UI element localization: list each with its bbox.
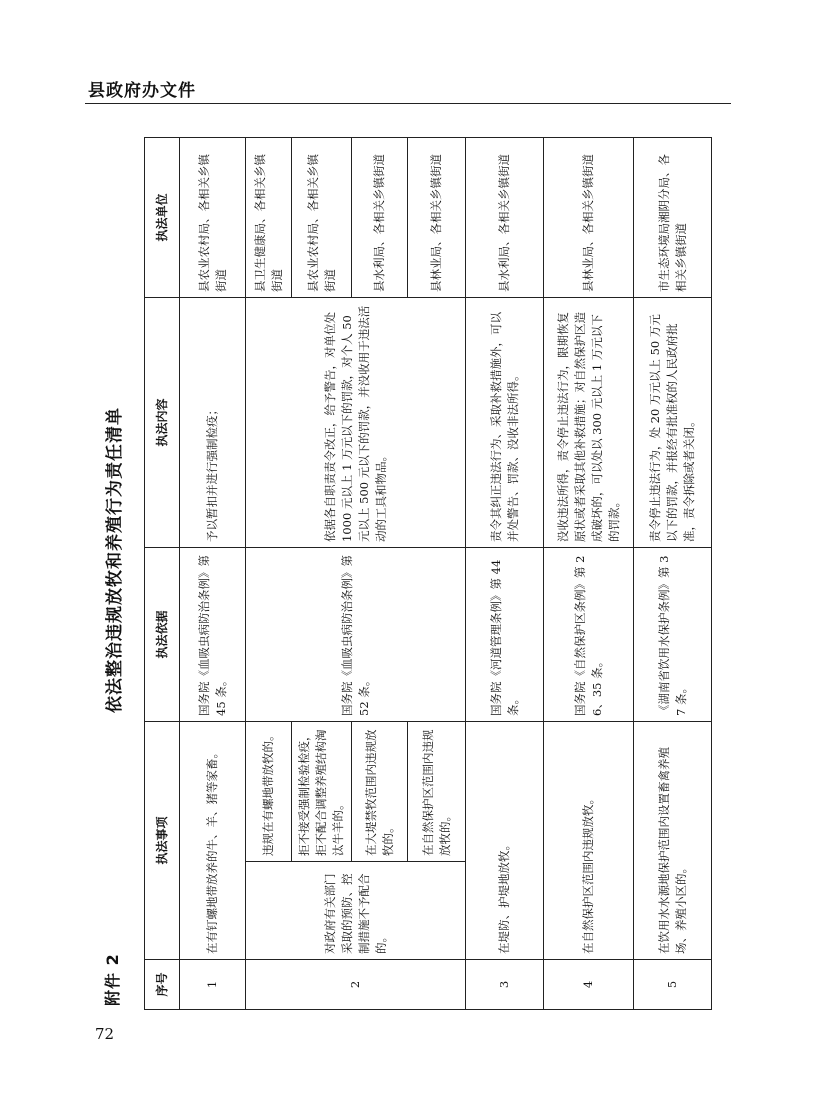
- enforcement-basis: 《湖南省饮用水保护条例》第 37 条。: [634, 547, 712, 721]
- table-row: [544, 137, 634, 1009]
- enforcement-unit: 县水利局、各相关乡镇街道: [466, 137, 544, 297]
- rotated-page-content: [98, 110, 738, 1010]
- enforcement-basis: 国务院《河道管理条例》第 44 条。: [466, 547, 544, 721]
- table-row: [180, 137, 246, 1009]
- enforcement-subitem: 在自然保护区范围内违规放牧的。: [408, 721, 466, 861]
- column-header-content: 执法内容: [145, 297, 180, 547]
- row-number: 3: [466, 960, 544, 1010]
- row-number: 5: [634, 960, 712, 1010]
- table-header-row: [145, 137, 180, 1009]
- enforcement-content: 予以暂扣并进行强制检疫；: [180, 297, 246, 547]
- enforcement-content: 责令停止违法行为，处 20 万元以上 50 万元以下的罚款，并报经有批准权的人民政府批准，责令拆除或者关闭。: [634, 297, 712, 547]
- table-row: [466, 137, 544, 1009]
- enforcement-unit: 市生态环境局湘阴分局、各相关乡镇街道: [634, 137, 712, 297]
- attachment-label: 附件 2: [103, 953, 122, 1006]
- enforcement-unit: 县林业局、各相关乡镇街道: [408, 137, 466, 297]
- table-row: [246, 137, 292, 1009]
- enforcement-unit: 县卫生健康局、各相关乡镇街道: [246, 137, 292, 297]
- enforcement-item: 在饮用水水源地保护范围内设置畜禽养殖场、养殖小区的。: [634, 721, 712, 959]
- page-number: 72: [95, 1025, 115, 1043]
- header-rule: [85, 103, 731, 104]
- enforcement-basis: 国务院《自然保护区条例》第 26、35 条。: [544, 547, 634, 721]
- enforcement-unit: 县水利局、各相关乡镇街道: [352, 137, 408, 297]
- enforcement-content: 没收违法所得，责令停止违法行为，限期恢复原状或者采取其他补救措施；对自然保护区造成破坏的，可以处以 300 元以上 1 万元以下的罚款。: [544, 297, 634, 547]
- enforcement-content: 依据各自职责责令改正，给予警告，对单位处 1000 元以上 1 万元以下的罚款，对个人 50 元以上 500 元以下的罚款，并没收用于违法活动的工具和物品。: [246, 297, 466, 547]
- enforcement-subitem: 违规在有螺地带放牧的。: [246, 721, 292, 861]
- responsibility-table: [144, 137, 712, 1010]
- enforcement-item: 在有钉螺地带放养的牛、羊、猪等家畜。: [180, 721, 246, 959]
- enforcement-item: 在堤防、护堤地放牧。: [466, 721, 544, 959]
- document-title: 依法整治违规放牧和养殖行为责任清单: [105, 407, 125, 713]
- enforcement-subitem: 拒不接受强制检验检疫，拒不配合调整养殖结构淘汰牛羊的。: [292, 721, 352, 861]
- column-header-basis: 执法依据: [145, 547, 180, 721]
- enforcement-content: 责令其纠正违法行为、采取补救措施外，可以并处警告、罚款、没收非法所得。: [466, 297, 544, 547]
- table-row: [634, 137, 712, 1009]
- row-number: 4: [544, 960, 634, 1010]
- enforcement-item: 在自然保护区范围内违规放牧。: [544, 721, 634, 959]
- column-header-number: 序号: [145, 960, 180, 1010]
- header-title: 县政府办文件: [88, 81, 196, 101]
- enforcement-basis: 国务院《血吸虫病防治条例》第 52 条。: [246, 547, 466, 721]
- enforcement-subitem: 在大堤禁牧范围内违规放牧的。: [352, 721, 408, 861]
- enforcement-unit: 县农业农村局、各相关乡镇街道: [292, 137, 352, 297]
- row-number: 2: [246, 960, 466, 1010]
- enforcement-basis: 国务院《血吸虫病防治条例》第 45 条。: [180, 547, 246, 721]
- column-header-item: 执法事项: [145, 721, 180, 959]
- column-header-unit: 执法单位: [145, 137, 180, 297]
- row-number: 1: [180, 960, 246, 1010]
- enforcement-unit: 县农业农村局、各相关乡镇街道: [180, 137, 246, 297]
- enforcement-item-group: 对政府有关部门采取的预防、控制措施不予配合的。: [246, 862, 466, 960]
- enforcement-unit: 县林业局、各相关乡镇街道: [544, 137, 634, 297]
